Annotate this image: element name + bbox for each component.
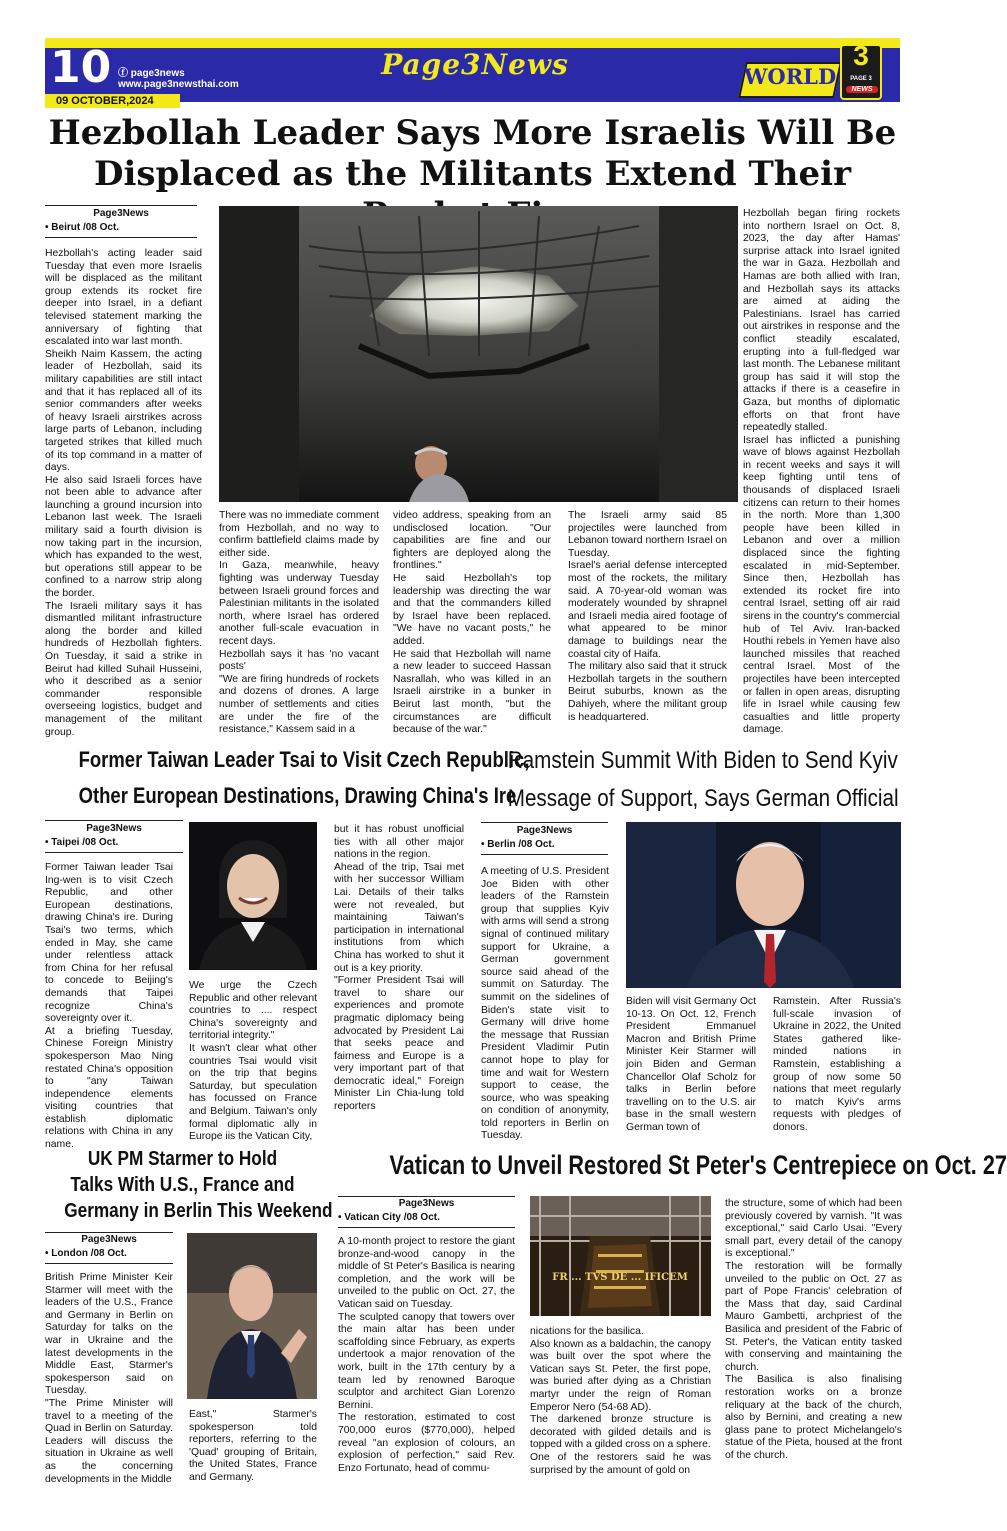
ramstein-headline [478, 742, 903, 818]
taiwan-column-3 [334, 824, 464, 1142]
paragraph: video address, speaking from an undisclosed location. "Our capabilities are fine and our fighters are deployed along the frontlines." [393, 510, 551, 572]
lead-byline: Page3News [93, 208, 149, 219]
byline-rule [45, 852, 183, 853]
byline-rule [45, 237, 197, 238]
logo-news-badge: NEWS [846, 86, 878, 93]
lead-column-3 [393, 510, 551, 736]
paragraph: We urge the Czech Republic and other relevant countries to .... respect China's sovereignty and territorial integrity." [189, 980, 317, 1042]
paragraph: The darkened bronze structure is decorated with gilded details and is topped with a gilded cross on a sphere. [530, 1414, 711, 1451]
starmer-headline-line1: UK PM Starmer to Hold [87, 1148, 278, 1170]
lead-photo-damaged-ceiling [219, 206, 738, 502]
brand-logo: Page3News [381, 48, 569, 81]
vatican-photo-art [530, 1196, 711, 1316]
ramstein-photo-biden [626, 822, 901, 988]
lead-column-5 [743, 208, 900, 736]
byline-rule [338, 1227, 515, 1228]
starmer-photo [187, 1233, 317, 1399]
paragraph: Hezbollah says it has 'no vacant posts' [219, 648, 379, 673]
paragraph: Israel's aerial defense intercepted most of the rockets, the military said. A 70-year-old woman was moderately wounded by shrapnel and Israeli media aired footage of what appeared to be minor damage to buildings near the coastal city of Haifa. [568, 560, 727, 660]
paragraph: It wasn't clear what other countries Tsai would visit on the trip that begins Saturday, but speculation has focussed on France and Belgium. Taiwan's only formal diplomatic ally in Europe iis the Vatican City, [189, 1042, 317, 1143]
section-label: WORLD [743, 64, 837, 89]
masthead-top-stripe [45, 38, 900, 48]
paragraph: There was no immediate comment from Hezbollah, and no way to confirm battlefield claims made by either side. [219, 510, 379, 559]
paragraph: Sheikh Naim Kassem, the acting leader of Hezbollah, said its military capabilities are still intact and that it has replaced all of its senior commanders after weeks of heavy Israeli airstrikes across large parts of Lebanon, including targeted strikes that killed much of its top command in a matter of days. [45, 348, 202, 474]
page-number: 10 [50, 42, 112, 93]
vatican-column-1 [338, 1236, 515, 1490]
lead-column-2 [219, 510, 379, 736]
starmer-column-2 [189, 1409, 317, 1490]
byline-rule [338, 1196, 515, 1197]
vatican-dateline: • Vatican City /08 Oct. [338, 1212, 440, 1223]
paragraph: He said Hezbollah's top leadership was directing the war and that the commanders killed by Israel have been replaced. "We have no vacant posts," he added. [393, 572, 551, 647]
paragraph: Biden will visit Germany Oct 10-13. On Oct. 12, French President Emmanuel Macron and British Prime Minister Keir Starmer will join Biden and German Chancellor Olaf Scholz for talks in Berlin before travelling on to the U.S. air base in the small western German town of [626, 996, 756, 1133]
paragraph: Hezbollah's acting leader said Tuesday that even more Israelis will be displaced as the militant group extends its rocket fire deeper into Israel, in a defiant televised statement marking the anniversary of fighting that escalated into war last month. [45, 248, 202, 348]
starmer-dateline: • London /08 Oct. [45, 1248, 127, 1259]
paragraph: The military also said that it struck Hezbollah targets in the southern Beirut suburbs, known as the Dahiyeh, where the militant group is headquartered. [568, 661, 727, 723]
ramstein-headline-line1: Ramstein Summit With Biden to Send Kyiv [507, 747, 898, 774]
paragraph: A 10-month project to restore the giant bronze-and-wood canopy in the middle of St Peter's Basilica is nearing completion, and the work will be unveiled to the public on Oct. 27, the Vatican said on Tuesday. [338, 1236, 515, 1310]
ramstein-photo-art [626, 822, 901, 988]
byline-rule [481, 822, 608, 823]
lead-headline-line1: Hezbollah Leader Says More Israelis Will Be [48, 113, 897, 153]
lead-headline-line2: Displaced as the Militants Extend Their [94, 154, 851, 194]
taiwan-headline [45, 742, 530, 814]
facebook-icon: ⓕ [118, 68, 131, 79]
vatican-headline [332, 1146, 1007, 1184]
paragraph: The sculpted canopy that towers over the main altar has been under scaffolding since February, as experts undertook a major renovation of the work, built in the 17th century by a team led by renowned Baroque sculptor and architect Gian Lorenzo Bernini. [338, 1311, 515, 1411]
paragraph: One of the restorers said he was surprised by the amount of gold on [530, 1451, 711, 1476]
taiwan-photo-art [189, 822, 317, 970]
ramstein-dateline: • Berlin /08 Oct. [481, 839, 555, 850]
paragraph: East," Starmer's spokesperson told reporters, referring to the 'Quad' grouping of Britain, the United States, France and Germany. [189, 1409, 317, 1483]
paragraph: "The Prime Minister will travel to a meeting of the Quad in Berlin on Saturday. Leaders will discuss the situation in Ukraine as well as the concerning developments in the Middle [45, 1397, 173, 1485]
vatican-photo-baldachin [530, 1196, 711, 1316]
taiwan-column-1 [45, 862, 173, 1151]
paragraph: The Israeli army said 85 projectiles were launched from Lebanon toward northern Israel on Tuesday. [568, 510, 727, 559]
paragraph: Former Taiwan leader Tsai Ing-wen is to visit Czech Republic, and other European destinations, drawing China's ire. During Tsai's two terms, which ended in May, she came under relentless attack from China for her refusal to concede to Beijing's demands that Taipei recognize China's sovereignty over it. [45, 862, 173, 1025]
ramstein-column-1 [481, 866, 609, 1142]
starmer-headline-line3: Germany in Berlin This Weekend [64, 1200, 333, 1222]
ramstein-headline-line2: Message of Support, Says German Official [507, 785, 899, 812]
paragraph: In Gaza, meanwhile, heavy fighting was underway Tuesday between Israeli ground forces and Palestinian militants in the isolated north, where Israel has ordered another full-scale evacuation in recent days. [219, 560, 379, 647]
taiwan-column-2 [189, 980, 317, 1142]
byline-rule [45, 820, 183, 821]
paragraph: "We are firing hundreds of rockets and dozens of drones. A large number of settlements and cities are under the fire of the resistance," Kassem said in a [219, 673, 379, 736]
paragraph: The Basilica is also finalising restoration works on a bronze reliquary at the back of the church, also by Bernini, and creating a new glass pane to protect Michelangelo's statue of the Pieta, housed at the front of the church. [725, 1374, 902, 1461]
starmer-headline-line2: Talks With U.S., France and [70, 1174, 295, 1196]
lead-column-1 [45, 248, 202, 736]
paragraph: The restoration will be formally unveiled to the public on Oct. 27 as part of Pope Francis' celebration of the Mass that day, said Cardinal Mauro Gambetti, archpriest of the Basilica and president of the Fabric of St. Peter's, the Vatican entity tasked with conserving and maintaining the church. [725, 1260, 902, 1373]
byline-rule [45, 1263, 173, 1264]
paragraph: "Former President Tsai will travel to share our experiences and promote pragmatic diplomacy being advocated by President Lai that seeks peace and fairness and Europe is a very important part of that democratic ideal," Foreign Minister Lin Chia-lung told reporters [334, 975, 464, 1113]
issue-date: 09 OCTOBER,2024 [56, 95, 154, 107]
paragraph: Ahead of the trip, Tsai met with her successor William Lai. Details of their talks were not revealed, but maintaining Taiwan's participation in international institutions from which China has worked to shut it out is a key priority. [334, 861, 464, 974]
paragraph: British Prime Minister Keir Starmer will meet with the leaders of the U.S., France and Germany in Berlin on Saturday for talks on the war in Ukraine and the latest developments in the Middle East, Starmer's spokesperson said on Tuesday. [45, 1272, 173, 1397]
logo-name: PAGE 3 [850, 76, 872, 82]
paragraph: He said that Hezbollah will name a new leader to succeed Hassan Nasrallah, who was killed in an Israeli airstrike in a bunker in Beirut last month, "but the circumstances are difficult because of the war." [393, 648, 551, 736]
lead-column-4 [568, 510, 727, 736]
paragraph: nications for the basilica. [530, 1326, 644, 1337]
paragraph: Ramstein. After Russia's full-scale invasion of Ukraine in 2022, the United States gathered like-minded nations in Ramstein, establishing a group of now some 50 nations that meet regularly to match Kyiv's arms requests with pledges of donors. [773, 996, 901, 1133]
ramstein-column-3 [773, 996, 901, 1142]
paragraph: He also said Israeli forces have not been able to advance after launching a ground incursion into Lebanon last week. The Israeli military said a fourth division is now taking part in the incursion, which has expanded to the west, but operations still appear to be confined to a narrow strip along the border. [45, 474, 202, 600]
paragraph: The restoration, estimated to cost 700,000 euros ($770,000), helped reveal "an explosion of colours, an explosion of perfection," said Rev. Enzo Fortunato, head of commu- [338, 1412, 515, 1474]
byline-rule [45, 205, 197, 206]
ramstein-byline: Page3News [516, 825, 573, 836]
paragraph: At a briefing Tuesday, Chinese Foreign Ministry spokesperson Mao Ning restated China's opposition to "any Taiwan independence elements visiting countries that establish diplomatic relations with China in any name. [45, 1025, 173, 1151]
taiwan-headline-line1: Former Taiwan Leader Tsai to Visit Czech Republic, [78, 747, 530, 772]
lead-dateline: • Beirut /08 Oct. [45, 222, 120, 233]
taiwan-byline: Page3News [86, 823, 142, 834]
vatican-headline-text: Vatican to Unveil Restored St Peter's Centrepiece on Oct. 27 [389, 1150, 1007, 1180]
starmer-column-1 [45, 1272, 173, 1490]
website-url[interactable]: www.page3newsthai.com [118, 79, 239, 90]
lead-photo-art [219, 206, 738, 502]
vatican-column-3 [725, 1198, 902, 1490]
paragraph: Israel has inflicted a punishing wave of blows against Hezbollah in recent weeks and says it will keep fighting until tens of thousands of displaced Israeli citizens can return to their homes in the north. More than 1,300 people have been killed in Lebanon and over a million displaced since the fighting escalated in mid-September. Since then, Hezbollah has extended its rocket fire into central Israel, setting off air raid sirens in the country's commercial hub of Tel Aviv. Iran-backed Houthi rebels in Yemen have also launched missiles that reached central Israel. Most of the projectiles have been intercepted or fallen in open areas, disrupting life in Israel while causing few casualties and little property damage. [743, 434, 900, 736]
paragraph: The Israeli military says it has dismantled militant infrastructure along the border and killed hundreds of Hezbollah fighters. On Tuesday, it said a strike in Beirut had killed Suhail Husseini, who it described as a senior commander responsible overseeing logistics, budget and management of the militant group. [45, 600, 202, 738]
facebook-text: page3news [130, 68, 185, 79]
logo-number: 3 [853, 40, 869, 71]
facebook-handle [118, 64, 185, 79]
byline-rule [45, 1232, 173, 1233]
vatican-column-2 [530, 1326, 711, 1490]
vatican-byline: Page3News [398, 1198, 455, 1209]
starmer-headline [45, 1146, 333, 1224]
paragraph: the structure, some of which had been previously covered by varnish. "It was exceptional," said Carlo Usai. "Every small part, every detail of the canopy is exceptional." [725, 1198, 902, 1260]
starmer-photo-art [187, 1233, 317, 1399]
photo-inscription: FR ... TVS DE ... IFICEM [552, 1272, 688, 1283]
taiwan-photo-tsai [189, 822, 317, 970]
taiwan-dateline: • Taipei /08 Oct. [45, 837, 119, 848]
starmer-byline: Page3News [81, 1234, 137, 1245]
paragraph: Also known as a baldachin, the canopy was built over the spot where the Vatican says St. Peter, the first pope, was buried after dying as a Christian martyr under the reign of Roman Emperor Nero (54-68 AD). [530, 1338, 711, 1413]
byline-rule [481, 854, 608, 855]
taiwan-headline-line2: Other European Destinations, Drawing China's Ire [78, 783, 517, 808]
ramstein-column-2 [626, 996, 756, 1142]
paragraph: A meeting of U.S. President Joe Biden with other leaders of the Ramstein group that supplies Kyiv with arms will send a strong signal of continued military support for Ukraine, a German government source said ahead of the summit on Saturday. The summit on the sidelines of Biden's state visit to Germany will drive home the message that Russian President Vladimir Putin cannot hope to play for time and wait for Western support to cease, the source, who was speaking on condition of anonymity, told reporters in Berlin on Tuesday. [481, 866, 609, 1142]
paragraph: but it has robust unofficial ties with all other major nations in the region. [334, 824, 464, 861]
paragraph: Hezbollah began firing rockets into northern Israel on Oct. 8, 2023, the day after Hamas' surprise attack into Israel ignited the war in Gaza. Hezbollah and Hamas are both allied with Iran, and Hezbollah says its attacks are aimed at aiding the Palestinians. Israel has carried out airstrikes in response and the conflict steadily escalated, erupting into a full-fledged war last month. The Lebanese militant group has said it will stop the attacks if there is a ceasefire in Gaza, but months of diplomatic efforts on that front have repeatedly stalled. [743, 208, 900, 434]
